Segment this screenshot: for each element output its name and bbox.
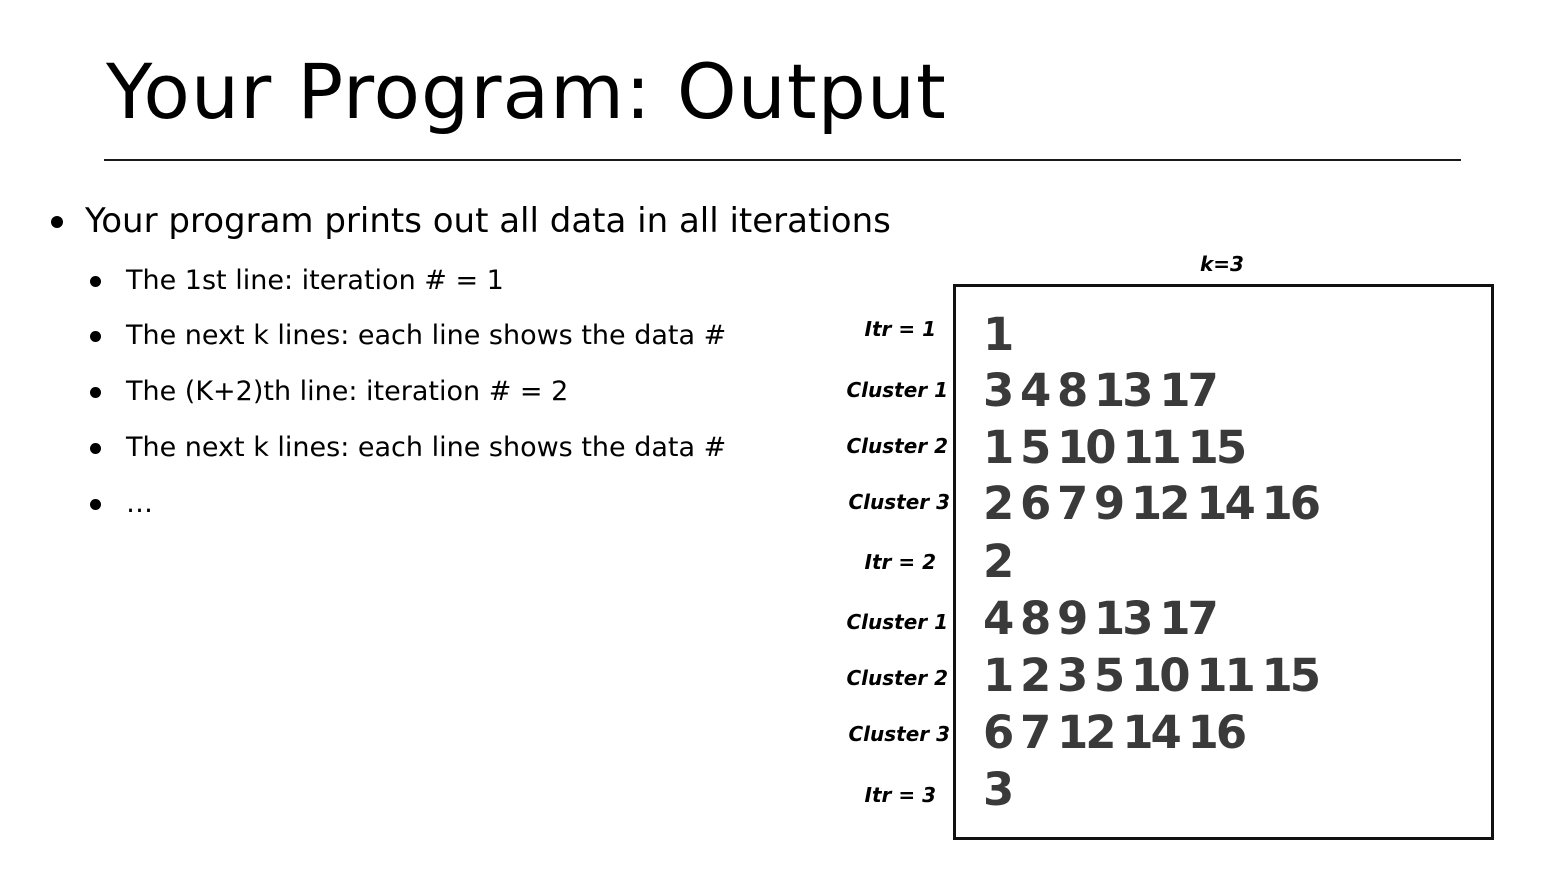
row-label-cluster: Cluster 2	[846, 666, 948, 690]
bullet-main-text: Your program prints out all data in all iterations	[85, 201, 891, 241]
bullet-sub-text: The (K+2)th line: iteration # = 2	[126, 376, 569, 407]
row-label-cluster: Cluster 1	[846, 610, 948, 634]
row-label-cluster: Cluster 2	[846, 434, 948, 458]
bullet-sub-5	[126, 486, 153, 522]
bullet-sub-1	[126, 263, 504, 299]
row-value-cluster: 2 6 7 9 12 14 16	[983, 477, 1319, 530]
row-label-itr-3: Itr = 3	[864, 783, 936, 807]
row-value-cluster: 6 7 12 14 16	[983, 706, 1245, 759]
row-value-cluster: 1 2 3 5 10 11 15	[983, 649, 1319, 702]
bullet-dot-icon	[90, 331, 101, 342]
row-value-itr: 2	[983, 535, 1012, 588]
bullet-dot-icon	[90, 387, 101, 398]
bullet-dot-icon	[90, 499, 101, 510]
bullet-sub-3	[126, 374, 568, 410]
bullet-sub-text: The next k lines: each line shows the data #	[126, 432, 727, 463]
bullet-dot-icon	[90, 443, 101, 454]
row-label-cluster: Cluster 1	[846, 378, 948, 402]
bullet-sub-text: …	[126, 488, 153, 519]
row-value-itr: 1	[983, 308, 1012, 361]
row-label-itr-1: Itr = 1	[864, 317, 936, 341]
row-label-cluster: Cluster 3	[848, 490, 950, 514]
k-label: k=3	[1200, 252, 1244, 276]
row-value-cluster: 4 8 9 13 17	[983, 592, 1216, 645]
title-divider	[104, 159, 1461, 161]
slide-title: Your Program: Output	[106, 47, 947, 136]
row-value-cluster: 3 4 8 13 17	[983, 364, 1216, 417]
bullet-dot-icon	[90, 276, 101, 287]
row-value-cluster: 1 5 10 11 15	[983, 421, 1245, 474]
row-label-itr-2: Itr = 2	[864, 550, 936, 574]
bullet-dot-icon	[51, 216, 63, 228]
row-label-cluster: Cluster 3	[848, 722, 950, 746]
bullet-sub-4	[126, 430, 726, 466]
bullet-main	[85, 198, 891, 244]
bullet-sub-text: The next k lines: each line shows the data #	[126, 320, 727, 351]
bullet-sub-text: The 1st line: iteration # = 1	[126, 265, 504, 296]
row-value-itr: 3	[983, 763, 1012, 816]
bullet-sub-2	[126, 318, 726, 354]
